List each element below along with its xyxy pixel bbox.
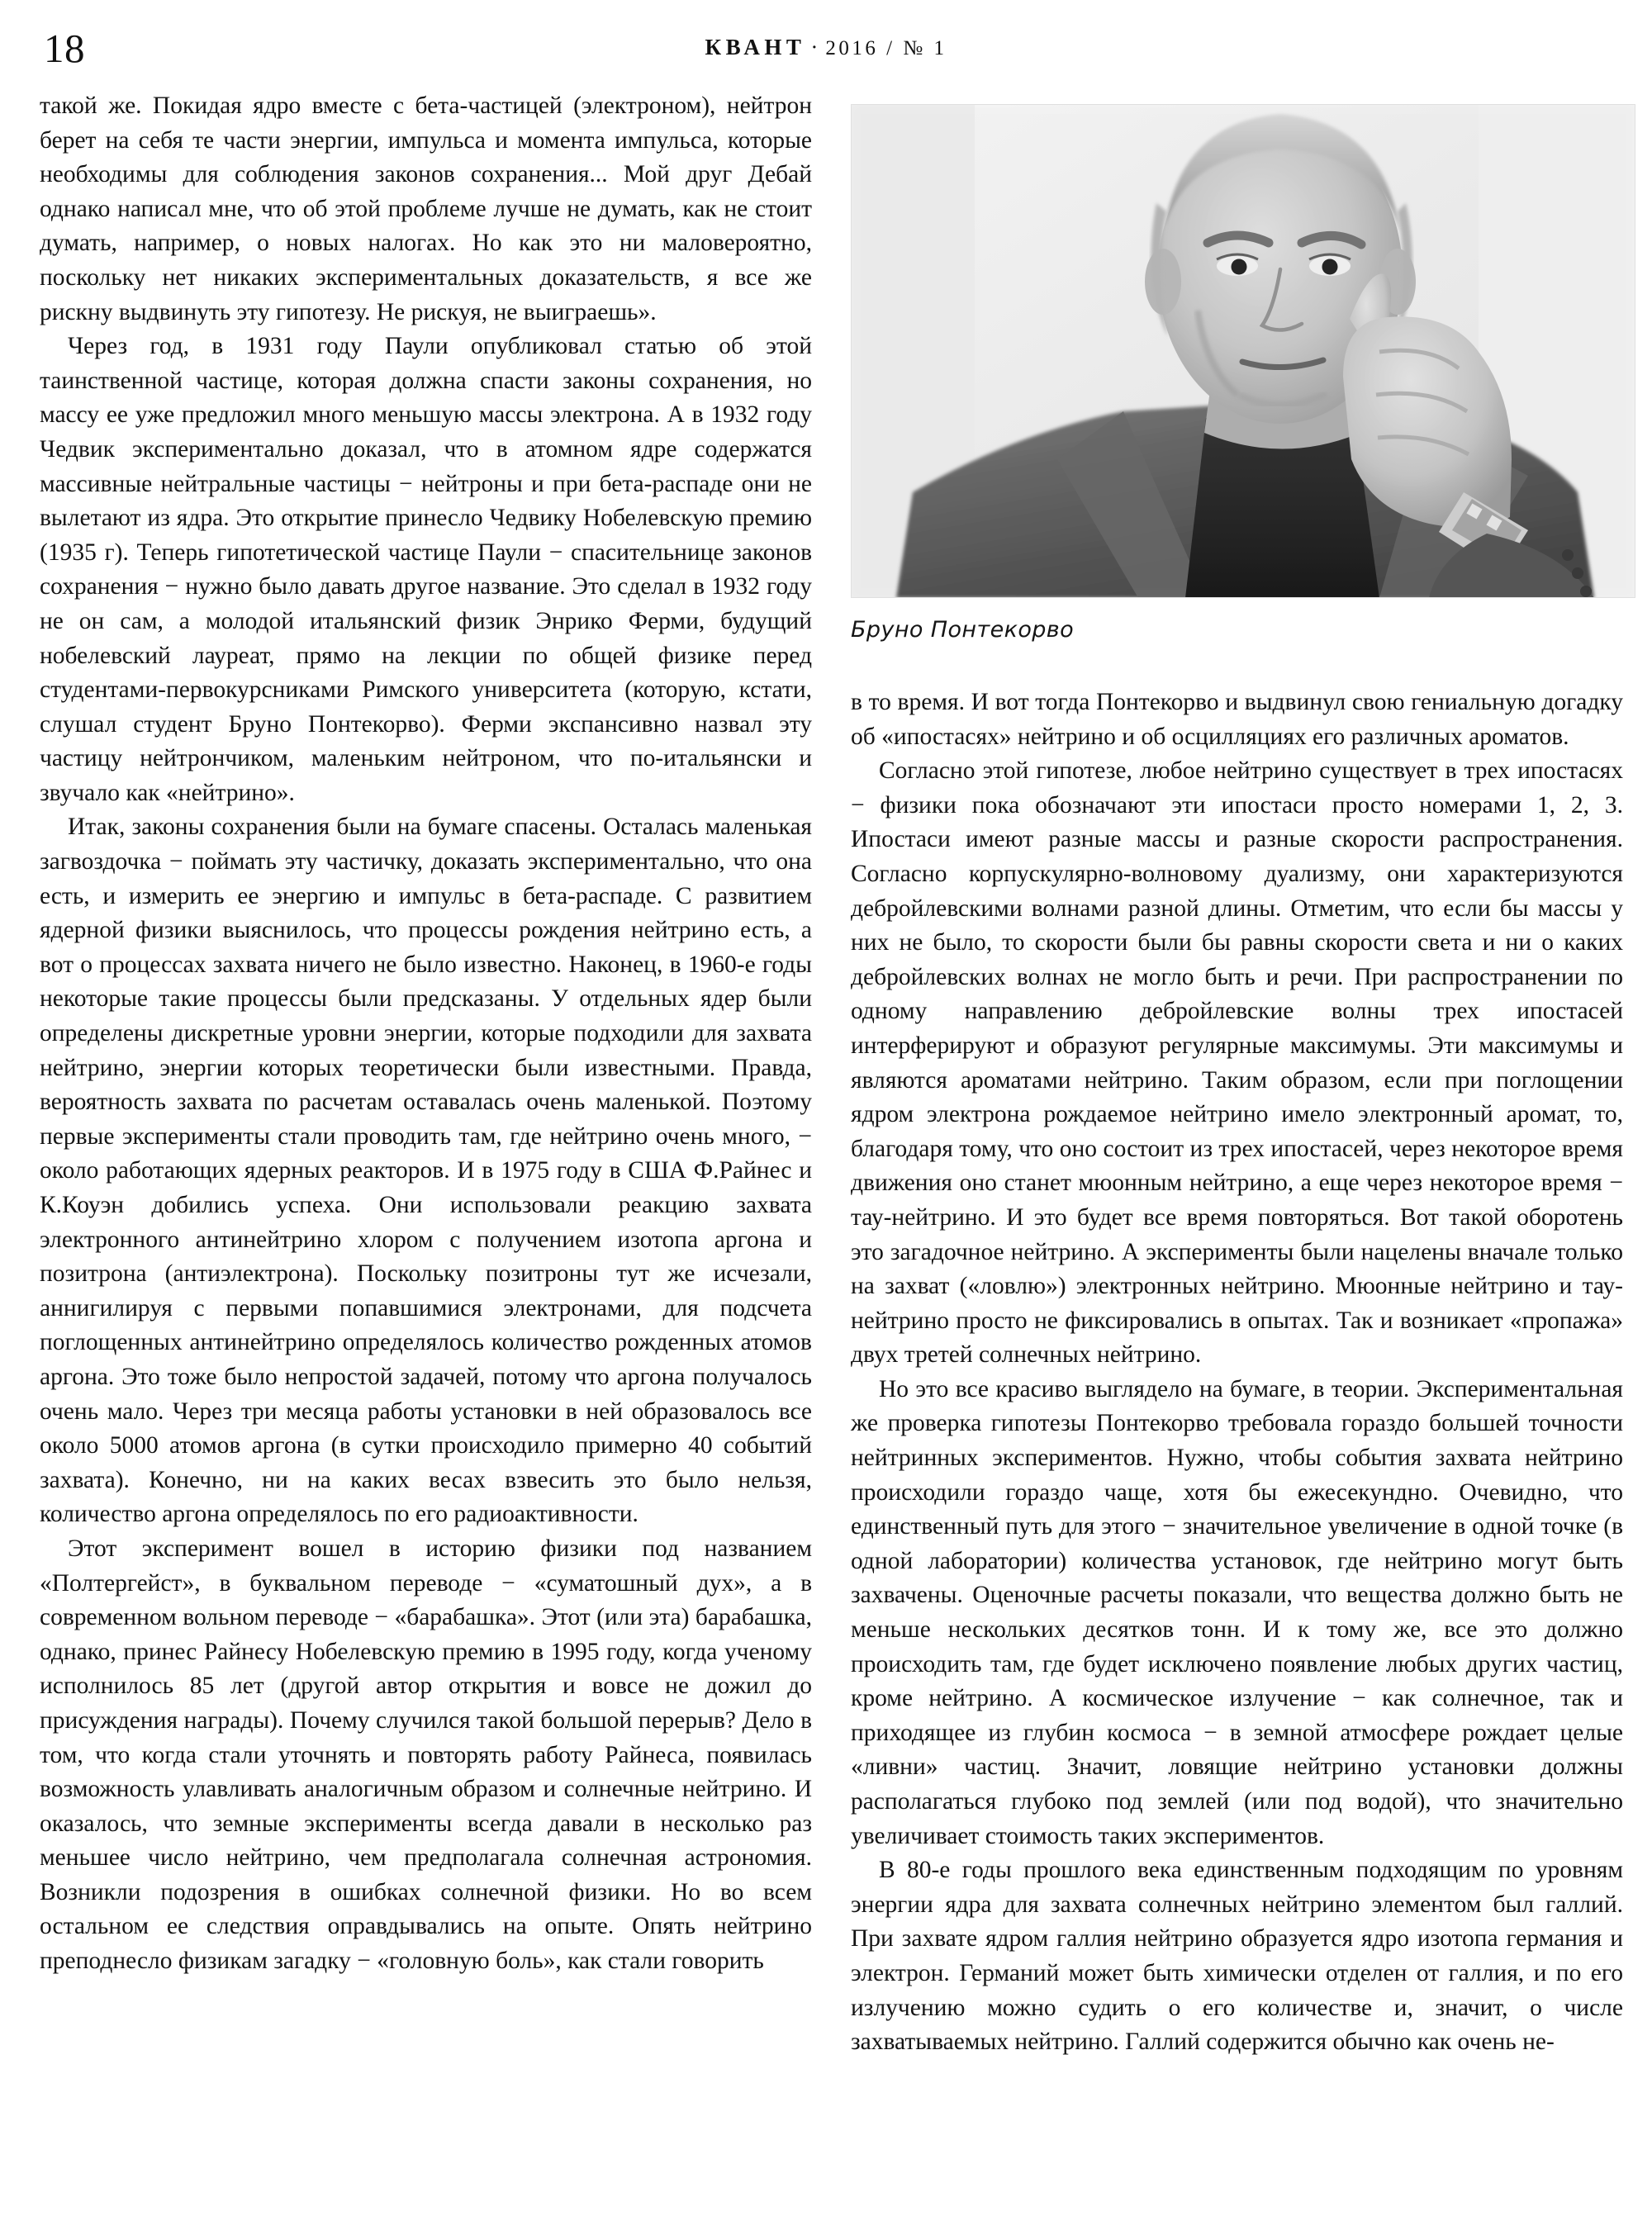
magazine-name: КВАНТ [705, 35, 806, 59]
paragraph: Согласно этой гипотезе, любое нейтрино существует в трех ипостасях − физики пока обозначают эти ипостаси просто номерами 1, 2, 3. Ипостаси имеют разные массы и разные скорости распространения. Согласно корпускулярно-волновому дуализму, они характеризуются дебройлевскими волнами разной длины. Отметим, что если бы массы у них не было, то скорости были бы равны скорости света и ни о каких дебройлевских волнах не могло быть и речи. При распространении по одному направлению дебройлевские волны трех ипостасей интерферируют и образуют регулярные максимумы. Эти максимумы и являются ароматами нейтрино. Таким образом, если при поглощении ядром электрона рождаемое нейтрино имело электронный аромат, то, благодаря тому, что оно состоит из трех ипостасей, через некоторое время движения оно станет мюонным нейтрино, а еще через некоторое время − тау-нейтрино. И это будет все время повторяться. Вот такой оборотень это загадочное нейтрино. А эксперименты были нацелены вначале только на захват («ловлю») электронных нейтрино. Мюонные нейтрино и тау-нейтрино просто не фиксировались в опытах. Так и возникает «пропажа» двух третей солнечных нейтрино. [851, 757, 1623, 1369]
paragraph: Этот эксперимент вошел в историю физики под названием «Полтергейст», в буквальном переводе − «суматошный дух», а в современном вольном переводе − «барабашка». Этот (или эта) барабашка, однако, принес Райнесу Нобелевскую премию в 1995 году, когда ученому исполнилось 85 лет (другой автор открытия и вовсе не дожил до присуждения награды). Почему случился такой большой перерыв? Дело в том, что когда стали уточнять и повторять работу Райнеса, появилась возможность улавливать аналогичным образом и солнечные нейтрино. И оказалось, что земные эксперименты всегда давали в несколько раз меньшее число нейтрино, чем предполагала солнечная астрономия. Возникли подозрения в ошибках солнечной физики. Но во всем остальном ее следствия оправдывались на опыте. Опять нейтрино преподнесло физикам загадку − «головную боль», как стали говорить [40, 1535, 812, 1975]
paragraph: В 80-е годы прошлого века единственным подходящим по уровням энергии ядра для захвата солнечных нейтрино элементом был галлий. При захвате ядром галлия нейтрино образуется ядро изотопа германия и электрон. Германий может быть химически отделен от галлия, и по его излучению можно судить о его количестве и, значит, о числе захватываемых нейтрино. Галлий содержится обычно как очень не- [851, 1857, 1623, 2056]
paragraph: в то время. И вот тогда Понтекорво и выдвинул свою гениальную догадку об «ипостасях» нейтрино и об осцилляциях его различных ароматов. [851, 689, 1623, 750]
figure-pontecorvo [851, 104, 1635, 644]
issue-number: 2016 / № 1 [825, 37, 947, 59]
running-head [40, 28, 1612, 79]
paragraph: Но это все красиво выглядело на бумаге, в теории. Экспериментальная же проверка гипотезы Понтекорво требовала гораздо большей точности нейтринных экспериментов. Нужно, чтобы события захвата нейтрино происходили гораздо чаще, хотя бы ежесекундно. Очевидно, что единственный путь для этого − значительное увеличение в одной точке (в одной лаборатории) количества установок, где нейтрино могут быть захвачены. Оценочные расчеты показали, что вещества должно быть не меньше нескольких десятков тонн. И к тому же, все это должно происходить там, где будет исключено появление любых других частиц, кроме нейтрино. А космическое излучение − как солнечное, так и приходящее из глубин космоса − в земной атмосфере рождает целые «ливни» частиц. Значит, ловящие нейтрино установки должны располагаться глубоко под землей (или под водой), что значительно увеличивает стоимость таких экспериментов. [851, 1375, 1623, 1849]
header-separator: · [810, 35, 821, 59]
paragraph: Через год, в 1931 году Паули опубликовал статью об этой таинственной частице, которая должна спасти законы сохранения, но массу ее уже предложил много меньшую массы электрона. А в 1932 году Чедвик экспериментально доказал, что в атомном ядре содержатся массивные нейтральные частицы − нейтроны и при бета-распаде они не вылетают из ядра. Это открытие принесло Чедвику Нобелевскую премию (1935 г). Теперь гипотетической частице Паули − спасительнице законов сохранения − нужно было давать другое название. Это сделал в 1932 году не он сам, а молодой итальянский физик Энрико Ферми, будущий нобелевский лауреат, прямо на лекции по общей физике перед студентами-первокурсниками Римского университета (которую, кстати, слушал студент Бруно Понтекорво). Ферми экспансивно назвал эту частицу нейтрончиком, маленьким нейтроном, что по-итальянски и звучало как «нейтрино». [40, 333, 812, 806]
figure-caption: Бруно Понтекорво [851, 617, 1075, 643]
left-text-column [40, 89, 812, 1979]
paragraph: такой же. Покидая ядро вместе с бета-частицей (электроном), нейтрон берет на себя те части энергии, импульса и момента импульса, которые необходимы для соблюдения законов сохранения... Мой друг Дебай однако написал мне, что об этой проблеме лучше не думать, как не стоит думать, например, о новых налогах. Но как это ни маловероятно, поскольку нет никаких экспериментальных доказательств, я все же рискну выдвинуть эту гипотезу. Не рискуя, не выиграешь». [40, 93, 812, 325]
page-number: 18 [44, 26, 85, 71]
magazine-header [40, 35, 1612, 60]
portrait-photo [851, 104, 1635, 598]
paragraph: Итак, законы сохранения были на бумаге спасены. Осталась маленькая загвоздочка − поймать эту частичку, доказать экспериментально, что она есть, и измерить ее энергию и импульс в бета-распаде. С развитием ядерной физики выяснилось, что процессы рождения нейтрино есть, а вот о процессах захвата ничего не было известно. Наконец, в 1960-е годы некоторые такие процессы были предсказаны. У отдельных ядер были определены дискретные уровни энергии, которые подходили для захвата нейтрино, энергии которых теоретически были известными. Правда, вероятность захвата по расчетам оставалась очень маленькой. Поэтому первые эксперименты стали проводить там, где нейтрино очень много, − около работающих ядерных реакторов. И в 1975 году в США Ф.Райнес и К.Коуэн добились успеха. Они использовали реакцию захвата электронного антинейтрино хлором с получением изотопа аргона и позитрона (антиэлектрона). Поскольку позитроны тут же исчезали, аннигилируя с первыми попавшимися электронами, для подсчета поглощенных антинейтрино определялось количество рожденных атомов аргона. Это тоже было непростой задачей, потому что аргона получалось очень мало. Через три месяца работы установки в ней образовалось все около 5000 атомов аргона (в сутки происходило примерно 40 событий захвата). Конечно, ни на каких весах взвесить это было нельзя, количество аргона определялось по его радиоактивности. [40, 814, 812, 1528]
right-text-column [851, 686, 1623, 2060]
